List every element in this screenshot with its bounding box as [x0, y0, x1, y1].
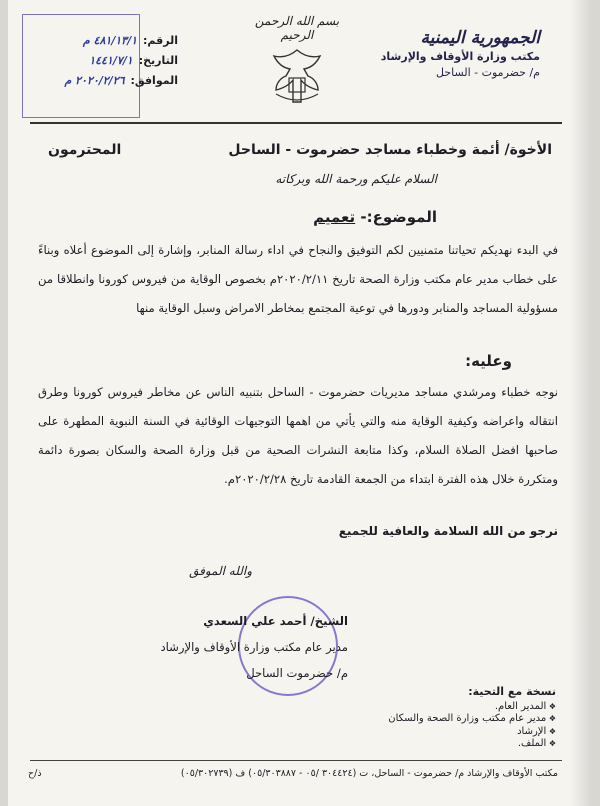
date-row: [28, 50, 178, 70]
header-divider: [30, 122, 562, 124]
footer-divider: [30, 760, 562, 761]
ref-value: ٤٨١/١٣/١ م: [82, 33, 138, 47]
branch-name: م/ حضرموت - الساحل: [435, 66, 540, 79]
muwaffiq: والله الموفق: [189, 564, 252, 578]
signature-block: [78, 608, 348, 686]
office-name: مكتب وزارة الأوقاف والإرشاد: [380, 50, 540, 63]
date-label: التاريخ:: [138, 53, 178, 67]
recipient-honorific: المحترمون: [48, 142, 122, 158]
copy-item: ❖ مدير عام مكتب وزارة الصحة والسكان: [388, 713, 556, 726]
greeting: السلام عليكم ورحمة الله وبركاته: [275, 172, 437, 186]
copies-list: [388, 686, 556, 751]
ref-number-row: [28, 30, 178, 50]
corr-label: الموافق:: [130, 73, 178, 87]
signer-region: م/ حضرموت الساحل: [246, 666, 348, 680]
letter-page: [8, 0, 592, 806]
footer-code: ذ/ح: [28, 768, 42, 779]
page-shadow: [570, 0, 592, 806]
subject-label: الموضوع:-: [360, 208, 437, 226]
subject-value: تعميم: [313, 208, 356, 226]
therefore-heading: وعليه:: [465, 352, 512, 370]
eagle-emblem-icon: [262, 42, 332, 112]
corr-value: ٢٠٢٠/٢/٢٦ م: [64, 73, 125, 87]
national-emblem: [242, 14, 352, 114]
copy-item: ❖ الملف.: [388, 738, 556, 751]
body-paragraph-1: في البدء نهديكم تحياتنا متمنيين لكم التوفيق والنجاح في اداء رسالة المنابر، وإشارة إلى الموضوع أعلاه وبناءً على خطاب مدير عام مكتب وزارة الصحة تاريخ ٢٠٢٠/٢/١١م بخصوص الوقاية من فيروس كورونا وانطلاقا من مسؤولية المساجد والمنابر ودورها في توعية المجتمع بمخاطر الامراض وسبل الوقاية منها: [38, 243, 558, 315]
signer-name: الشيخ/ أحمد علي السعدي: [203, 614, 348, 628]
copy-item: ❖ المدير العام.: [388, 701, 556, 714]
corresponding-date-row: [28, 70, 178, 90]
body-paragraph-2: نوجه خطباء ومرشدي مساجد مديريات حضرموت - الساحل بتنبيه الناس عن مخاطر فيروس كورونا وطرق انتقاله واعراضه وكيفية الوقاية منه والتي يأتي من اهمها التوجيهات الوقائية في السنة النبوية المطهرة على صاحبها افضل الصلاة السلام، وكذا متابعة النشرات الصحية من قبل وزارة الصحة والسكان بصورة دائمة ومتكررة خلال هذه الفترة ابتداء من الجمعة القادمة تاريخ ٢٠٢٠/٢/٢٨م.: [38, 385, 558, 486]
republic-title: الجمهورية اليمنية: [420, 28, 540, 48]
signer-title: مدير عام مكتب وزارة الأوقاف والإرشاد: [160, 640, 348, 654]
copies-title: نسخة مع التحية:: [468, 685, 556, 698]
footer: [28, 768, 558, 779]
recipient-to: الأخوة/ أئمة وخطباء مساجد حضرموت - الساحل: [228, 142, 552, 158]
date-value: ١٤٤١/٧/١: [89, 53, 133, 67]
subject-line: [313, 208, 437, 226]
copy-item: ❖ الإرشاد: [388, 726, 556, 739]
basmala: بسم الله الرحمن الرحيم: [254, 14, 340, 42]
letterhead-right: [381, 28, 540, 79]
footer-address: مكتب الأوقاف والإرشاد م/ حضرموت - الساحل، ت (٣٠٤٤٢٤ /٠٥ - ٠٥/٣٠٣٨٨٧) ف (٠٥/٣٠٢٧٣٩): [180, 768, 558, 779]
recipient-line: [48, 142, 552, 158]
closing-line: نرجو من الله السلامة والعافية للجميع: [338, 524, 558, 538]
ref-label: الرقم:: [143, 33, 178, 47]
reference-block: [28, 30, 178, 90]
